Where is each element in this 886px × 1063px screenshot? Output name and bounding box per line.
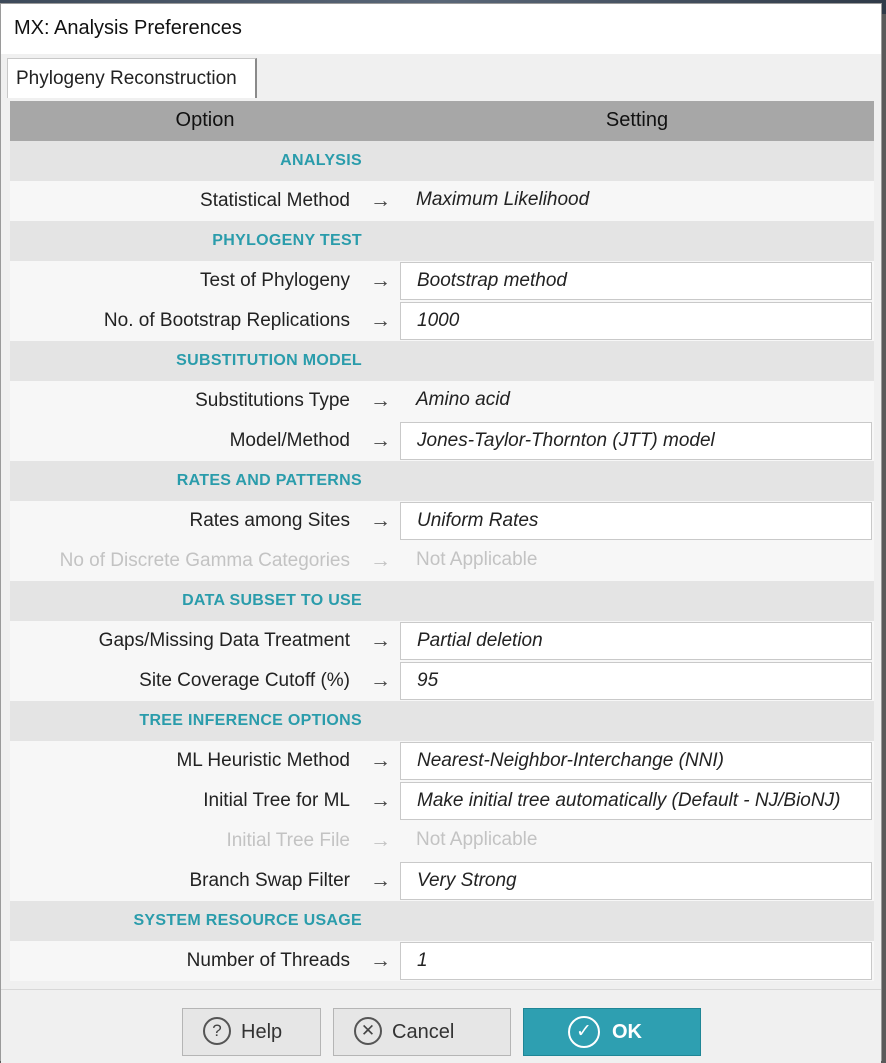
setting-text: Uniform Rates [417,510,539,531]
arrow-right-icon: → [370,949,391,972]
section-label: SYSTEM RESOURCE USAGE [133,912,362,929]
option-label: Statistical Method [200,190,350,211]
setting-text: Amino acid [416,389,510,410]
title-bar[interactable] [1,4,881,54]
setting-text: Partial deletion [417,630,543,651]
setting-field[interactable] [400,502,872,540]
section-label: RATES AND PATTERNS [176,472,362,489]
option-row [10,781,874,821]
question-icon: ? [203,1017,231,1045]
setting-text: Jones-Taylor-Thornton (JTT) model [417,430,715,451]
preferences-grid [10,101,874,981]
option-label: No of Discrete Gamma Categories [59,550,350,571]
help-button[interactable] [182,1008,321,1056]
option-column-header: Option [175,109,235,131]
option-label: Initial Tree for ML [203,790,350,811]
section-label: SUBSTITUTION MODEL [176,352,362,369]
option-label: Model/Method [229,430,350,451]
setting-field[interactable] [400,622,872,660]
arrow-right-icon: → [370,629,391,652]
arrow-right-icon: → [370,269,391,292]
arrow-right-icon: → [370,509,391,532]
setting-text: 1000 [417,310,460,331]
setting-field[interactable] [400,782,872,820]
setting-text: Make initial tree automatically (Default - NJ/BioNJ) [417,790,841,811]
option-row [10,661,874,701]
setting-field[interactable] [400,662,872,700]
option-label: Site Coverage Cutoff (%) [139,670,350,691]
tab-label: Phylogeny Reconstruction [16,68,237,89]
arrow-right-icon: → [370,749,391,772]
setting-value [400,181,872,219]
option-label: ML Heuristic Method [176,750,350,771]
setting-value [400,821,872,859]
tab-phylogeny-reconstruction[interactable] [7,58,257,98]
arrow-right-icon: → [370,829,391,852]
arrow-right-icon: → [370,189,391,212]
setting-text: Not Applicable [416,549,538,570]
setting-field[interactable] [400,262,872,300]
section-label: PHYLOGENY TEST [212,232,362,249]
close-icon: ✕ [354,1017,382,1045]
analysis-preferences-dialog [0,3,882,1061]
setting-field[interactable] [400,862,872,900]
window-title: MX: Analysis Preferences [14,17,242,39]
arrow-right-icon: → [370,309,391,332]
setting-text: Very Strong [417,870,517,891]
tab-strip [1,54,881,98]
option-row [10,181,874,221]
setting-value [400,541,872,579]
option-label: Substitutions Type [195,390,350,411]
section-header [10,581,874,621]
checkmark-icon: ✓ [568,1016,600,1048]
cancel-button[interactable] [333,1008,511,1056]
option-row [10,501,874,541]
option-label: Initial Tree File [226,830,350,851]
option-label: Rates among Sites [189,510,350,531]
option-row [10,301,874,341]
section-header [10,901,874,941]
section-header [10,701,874,741]
ok-button[interactable] [523,1008,701,1056]
section-label: DATA SUBSET TO USE [182,592,362,609]
setting-text: 95 [417,670,439,691]
section-header [10,141,874,181]
ok-button-label: OK [612,1021,642,1043]
section-header [10,461,874,501]
section-header [10,221,874,261]
arrow-right-icon: → [370,789,391,812]
setting-text: Nearest-Neighbor-Interchange (NNI) [417,750,724,771]
option-row [10,741,874,781]
setting-text: 1 [417,950,428,971]
arrow-right-icon: → [370,549,391,572]
arrow-right-icon: → [370,669,391,692]
setting-text: Not Applicable [416,829,538,850]
grid-header [10,101,874,141]
option-label: Number of Threads [186,950,350,971]
option-row [10,861,874,901]
help-button-label: Help [241,1021,283,1043]
dialog-footer [1,989,881,1063]
setting-value [400,381,872,419]
setting-field[interactable] [400,742,872,780]
setting-column-header: Setting [605,109,669,131]
option-row [10,541,874,581]
option-label: Branch Swap Filter [189,870,350,891]
arrow-right-icon: → [370,389,391,412]
setting-text: Maximum Likelihood [416,189,590,210]
cancel-button-label: Cancel [392,1021,455,1043]
option-row [10,261,874,301]
option-label: Gaps/Missing Data Treatment [98,630,350,651]
section-label: ANALYSIS [280,152,362,169]
arrow-right-icon: → [370,429,391,452]
option-row [10,421,874,461]
section-header [10,341,874,381]
option-row [10,941,874,981]
setting-field[interactable] [400,422,872,460]
arrow-right-icon: → [370,869,391,892]
section-label: TREE INFERENCE OPTIONS [139,712,362,729]
setting-field[interactable] [400,942,872,980]
option-row [10,821,874,861]
option-label: No. of Bootstrap Replications [103,310,350,331]
setting-field[interactable] [400,302,872,340]
option-row [10,621,874,661]
option-label: Test of Phylogeny [200,270,350,291]
setting-text: Bootstrap method [417,270,567,291]
option-row [10,381,874,421]
